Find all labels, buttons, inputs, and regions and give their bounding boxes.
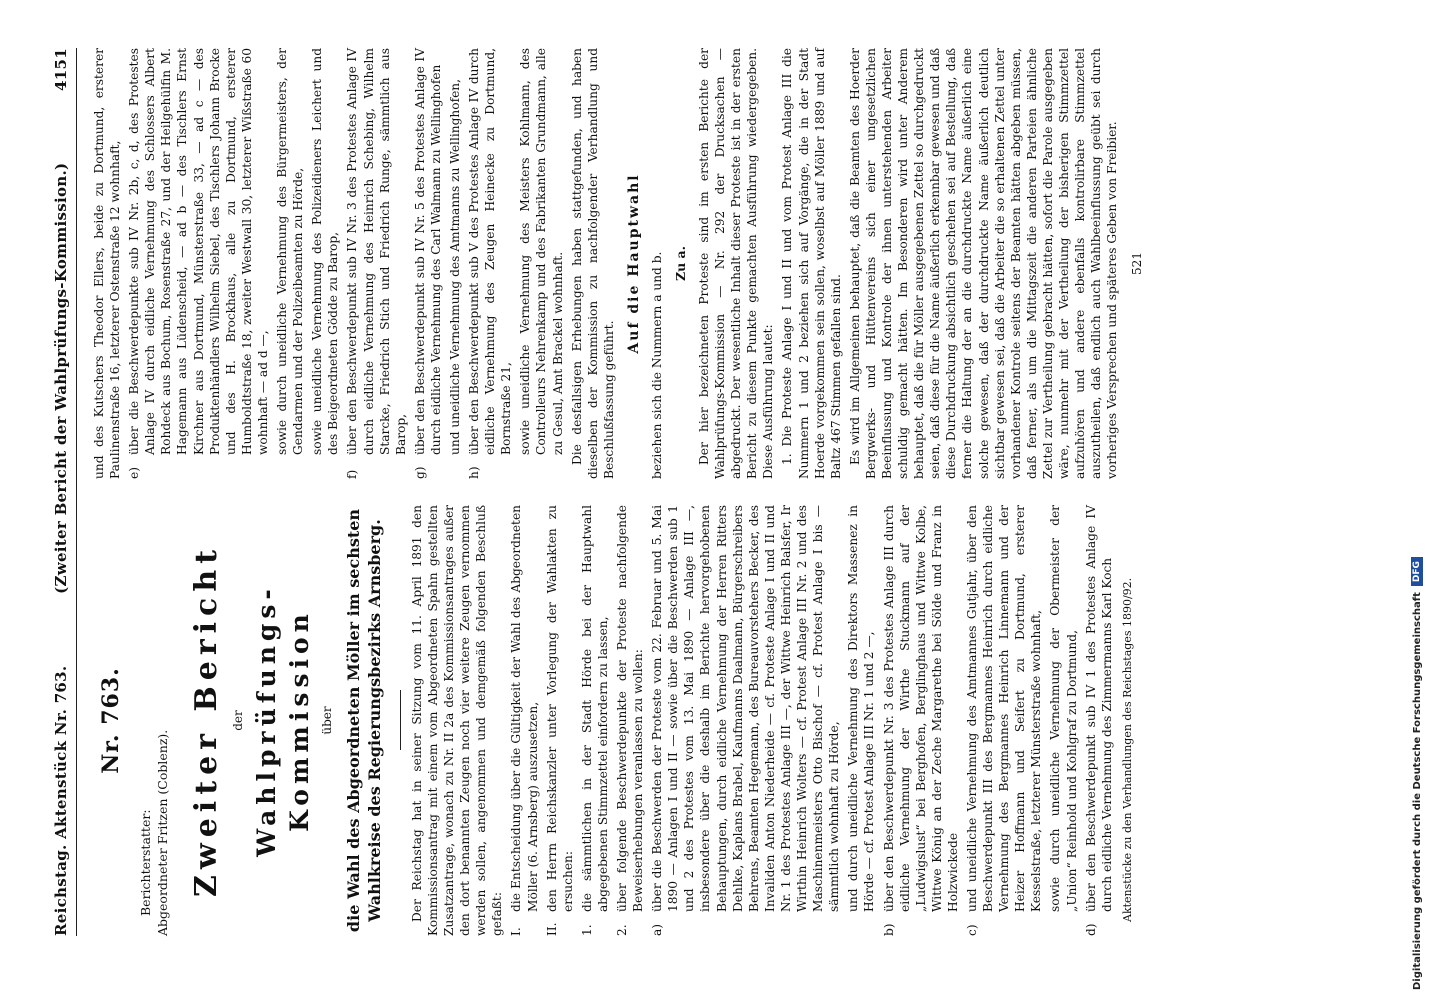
left-item [649, 505, 842, 936]
intro-paragraph: Der Reichstag hat in seiner Sitzung vom 11. April 1891 den Kommissionsantrag mit einem vom Abgeordneten Spahn gestellten Zusatzantrage, wonach zu Nr. II 2a des Kommissionsantrages außer den dort benannten Zeugen noch vier weitere Zeugen vernommen werden sollen, angenommen und demgemäß folgenden Beschluß gefaßt: [409, 505, 505, 936]
right-item [412, 48, 444, 479]
page-number: 4151 [52, 48, 70, 91]
item-marker [845, 918, 877, 936]
right-item [274, 48, 306, 479]
reporter-name: Abgeordneter Fritzen (Coblenz). [154, 729, 170, 936]
running-head [52, 48, 77, 936]
item-text: die Entscheidung über die Gültigkeit der Wahl des Abgeordneten Möller (6. Arnsberg) auszusetzen, [509, 505, 540, 912]
item-text: sowie durch uneidliche Vernehmung des Bürgermeisters, der Gendarmen und der Polizeibeamten zu Hörde, [275, 48, 306, 455]
item-text: über die Beschwerden der Proteste vom 22. Februar und 5. Mai 1890 — Anlagen I und II — sowie über die Beschwerden sub 1 und 2 des Protestes vom 13. Mai 1890 — Anlage III —, insbesondere über die deshalb im Berichte hervorgehobenen Behauptungen, durch eidliche Vernehmung der Herren Ritters Dehlke, Kaplans Brabel, Kaufmanns Daalmann, Bürgerschreibers Behrens, Beamten Hegemann, des Bureauvorstehers Becker, des Invaliden Anton Niederheide — cf. Proteste Anlage I und II und Nr. 1 des Protestes Anlage III —, der Wittwe Heinrich Balsfer, Ir Wirthin Heinrich Wolters — cf. Protest Anlage III Nr. 2 und des Maschinenmeisters Otto Bischof — cf. Protest Anlage I bis — sämmtlich wohnhaft zu Hörde, [650, 505, 842, 912]
left-item [845, 505, 877, 936]
item-marker: c) [964, 924, 979, 936]
item-text: über den Beschwerdepunkt sub IV Nr. 5 des Protestes Anlage IV durch eidliche Vernehmung des Carl Walmann zu Wellinghofen [412, 48, 443, 455]
left-item [881, 505, 961, 936]
left-item [1083, 505, 1115, 936]
item-text: über die Beschwerdepunkte sub IV Nr. 2b, c, d, des Protestes Anlage IV durch eidliche Vernehmung des Schlossers Albert Rohdeck aus Bochum, Rosenstraße 27, und der Heilgehülfin M. Hagemann aus Lüdenscheid, — ad b — des Tischlers Ernst Kirchner aus Dortmund, Münsterstraße 33, — ad c — des Produktenhändlers Wilhelm Siebel, des Tischlers Johann Brocke und des H. Brockhaus, alle zu Dortmund, ersterer Humboldtstraße 18, zweiter Westwall 30, letzterer Wißstraße 60 wohnhaft — ad d —, [127, 48, 270, 455]
item-marker: f) [345, 469, 360, 479]
item-text: über den Beschwerdepunkt Nr. 3 des Protestes Anlage III durch eidliche Vernehmung der Wirthe Stuckmann auf der „Ludwigslust“ bei Berghofen, Berglinghaus und Wittwe Kolbe, Wittwe König an der Zeche Margarethe bei Sölde und Franz in Holzwickede [881, 505, 960, 912]
left-item [1047, 505, 1079, 936]
digitization-note: Digitalisierung gefördert durch die Deutsche Forschungsgemeinschaft [1411, 592, 1423, 990]
right-item [126, 48, 271, 479]
item-text: den Herrn Reichskanzler unter Vorlegung der Wahlakten zu ersuchen: [544, 505, 575, 912]
section-intro: beziehen sich die Nummern a und b. [650, 251, 665, 479]
item-text: sowie durch uneidliche Vernehmung der Obermeister der „Union“ Reinhold und Kohlgraf zu Dortmund, [1048, 505, 1079, 912]
item-text: und uneidliche Vernehmung des Amtmanns zu Wellinghofen, [447, 78, 462, 455]
left-item [508, 505, 540, 936]
result-paragraph: Die desfallsigen Erhebungen haben stattgefunden, und haben dieselben der Kommission zu nachfolgender Verhandlung und Beschlußfassung geführt. [569, 48, 616, 479]
item-marker: e) [127, 467, 142, 479]
right-item [447, 48, 463, 479]
item-marker: d) [1083, 923, 1098, 936]
signature-number: 521 [1130, 252, 1145, 275]
item-marker: a) [650, 923, 665, 936]
item-marker: 1. [579, 924, 594, 936]
item-marker: II. [544, 922, 559, 936]
item-marker: h) [467, 466, 482, 479]
subsection-heading: Zu a. [673, 245, 689, 282]
item-marker [274, 461, 306, 479]
left-item [964, 505, 1044, 936]
title-der: der [230, 710, 245, 731]
item-text: und uneidliche Vernehmung des Amtmannes Gutjahr, über den Beschwerdepunkt III des Bergmannes Heinrich durch eidliche Vernehmung des Bergmannes Heinrich Linnemann und der Heizer Hoffmann und Seifert zu Dortmund, ersterer Kesselstraße, letzterer Münsterstraße wohnhaft, [964, 505, 1044, 912]
report-title: Zweiter Bericht [189, 544, 225, 897]
item-text: über den Beschwerdepunkt sub V des Protestes Anlage IV durch eidliche Vernehmung des Zeugen Heinecke zu Dortmund, Bornstraße 21, [467, 48, 514, 455]
title-ueber: über [320, 706, 335, 735]
text-columns [91, 48, 1146, 936]
item-marker [517, 461, 565, 479]
document-number: Nr. 763. [98, 667, 124, 774]
left-item [544, 505, 576, 936]
left-item-list [508, 505, 1114, 936]
digitization-credit [1406, 0, 1428, 1000]
section-heading: Auf die Hauptwahl [625, 173, 642, 354]
item-marker: 2. [615, 924, 629, 936]
left-item [579, 505, 611, 936]
footnote: Aktenstücke zu den Verhandlungen des Reichstages 1890/92. [1120, 577, 1134, 922]
right-item [466, 48, 514, 479]
item-marker: I. [509, 927, 524, 936]
right-column [91, 48, 1146, 479]
right-item-list [126, 48, 565, 479]
paragraph-allegations: Es wird im Allgemeinen behauptet, daß die Beamten des Hoerder Bergwerks- und Hüttenvereins sich einer ungesetzlichen Beeinflussung und Kontrole der ihnen unterstehenden Arbeiter schuldig gemacht hätten. Im Besonderen wird unter Anderem behauptet, daß die für Möller ausgegebenen Zettel so durchgedruckt seien, daß diese für die Name äußerlich erkennbar gewesen und daß diese Durchdruckung absichtlich geschehen sei auf Bestellung, daß ferner die Haltung der an die durchdruckte Name äußerlich eine solche gewesen, daß der durchdruckte Name äußerlich deutlich sichtbar gewesen sei, daß die Arbeiter die so erhaltenen Zettel unter vorhandener Kontrole seitens der Beamten hätten abgeben müssen, daß ferner, als um die Mittagszeit die anderen Parteien ähnliche Zettel zur Vertheilung gebracht hätten, sofort die Parole ausgegeben wäre, nunmehr mit der Vertheilung der bisherigen Stimmzettel aufzuhören und andere ebenfalls kontrolirbare Stimmzettel auszutheilen, daß endlich auch Wahlbeeinflussung geübt sei durch vorheriges Versprechen und späteres Geben von Freibier. [847, 48, 1120, 479]
reporter-block [138, 505, 171, 936]
left-item [614, 505, 646, 936]
continuation-paragraph: und des Kutschers Theodor Ellers, beide zu Dortmund, ersterer Paulinenstraße 16, letzterer Ostenstraße 12 wohnhaft, [92, 48, 123, 479]
item-marker [309, 461, 341, 479]
item-text: und durch uneidliche Vernehmung des Direktors Massenez in Hörde — cf. Protest Anlage III Nr. 1 und 2 —, [846, 505, 877, 912]
item-text: über den Beschwerdepunkt sub IV 1 des Protestes Anlage IV durch eidliche Vernehmung des Zimmermanns Karl Koch [1083, 505, 1114, 912]
right-item [309, 48, 341, 479]
running-head-left: Reichstag. Aktenstück Nr. 763. [52, 665, 70, 936]
item-text: sowie uneidliche Vernehmung des Polizeidieners Leichert und des Beigeordneten Gödde zu Barop, [310, 48, 341, 455]
paragraph-report-reference: Der hier bezeichneten Proteste sind im ersten Berichte der Wahlprüfungs-Kommission — Nr. 292 der Drucksachen — abgedruckt. Der wesentliche Inhalt dieser Proteste ist in der ersten Bericht zu diesem Punkte gemachten Ausführung wiedergegeben. Diese Ausführung lautet: [696, 48, 776, 479]
right-item [344, 48, 408, 479]
report-subject: die Wahl des Abgeordneten Möller im sechsten Wahlkreise des Regierungsbezirks Arnsberg. [344, 508, 385, 933]
divider [400, 691, 401, 751]
item-marker [1047, 918, 1079, 936]
commission-title: Wahlprüfungs-Kommission [252, 584, 315, 857]
item-text: die sämmtlichen in der Stadt Hörde bei der Hauptwahl abgegebenen Stimmzettel einfordern zu lassen, [579, 505, 610, 912]
running-head-middle: (Zweiter Bericht der Wahlprüfungs-Kommission.) [52, 162, 70, 594]
item-marker [447, 461, 463, 479]
dfg-logo: DFG [1411, 557, 1423, 586]
item-text: über den Beschwerdepunkt sub IV Nr. 3 des Protestes Anlage IV durch eidliche Vernehmung des Heinrich Schebing, Wilhelm Starcke, Friedrich Stich und Friedrich Runge, sämmtlich aus Barop, [345, 48, 408, 455]
right-item [517, 48, 565, 479]
reporter-label: Berichterstatter: [138, 809, 154, 916]
item-marker: b) [881, 923, 896, 936]
item-text: sowie uneidliche Vernehmung des Meisters Kohlmann, des Controlleurs Nehrenkamp und des Fabrikanten Grundmann, alle zu Gesul, Amt Brackel wohnhaft. [518, 48, 565, 455]
paragraph-protests: 1. Die Proteste Anlage I und II und vom Protest Anlage III die Nummern 1 und 2 beziehen sich auf Vorgänge, die in der Stadt Hoerde vorgekommen sein sollen, woselbst auf Möller 1889 und auf Baltz 467 Stimmen gefallen sind. [780, 48, 843, 479]
left-column [91, 505, 1146, 936]
item-text: über folgende Beschwerdepunkte der Proteste nachfolgende Beweiserhebungen veranlassen zu wollen: [615, 505, 646, 912]
item-marker: g) [412, 466, 427, 479]
